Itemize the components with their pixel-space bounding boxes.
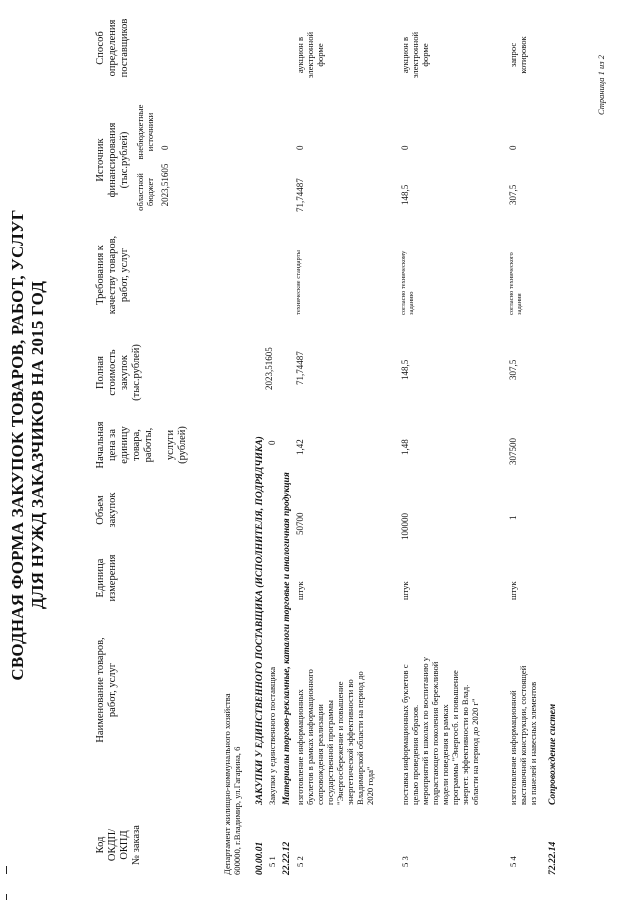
row-total: 148,5 [400,359,410,380]
row-number: 5 2 [295,856,305,867]
department-name: Департамент жилищно-коммунального хозяйства [222,693,232,875]
row-source-other: 0 [160,145,170,150]
row-total: 71,74487 [295,351,305,385]
title-line-2: ДЛЯ НУЖД ЗАКАЗЧИКОВ НА 2015 ГОД [28,280,47,610]
department-block [222,475,242,875]
row-name: изготовление информационной выставочной конструкции, состоящей из панелей и навесных элементов [508,665,538,805]
page-number: Страница 1 из 2 [596,55,606,115]
header-source-regional: областной бюджет [135,173,155,211]
row-source-other: 0 [400,145,410,150]
header-total: Полная стоимость закупок (тыс.рублей) [95,344,142,401]
row-number: 5 4 [508,856,518,867]
row-unit: штук [295,581,305,600]
row-unit: штук [400,581,410,600]
row-total: 2023,51605 [264,347,274,390]
row-source-regional: 2023,51605 [160,163,170,207]
document-title [8,135,48,755]
section-code: 22.22.12 [282,841,292,875]
header-method: Способ определения поставщиков [95,18,130,78]
header-volume: Объем закупок [95,492,118,528]
row-method: аукцион в электронной форме [400,31,430,79]
section-code: 72.22.14 [548,841,558,875]
section-title: ЗАКУПКИ У ЕДИНСТВЕННОГО ПОСТАВЩИКА (ИСПОЛНИТЕЛЯ, ПОДРЯДЧИКА) [255,436,265,805]
row-name: изготовление информационных буклетов в рамках информационного сопровождения реализации государственной программы "Энергосбережение и повышение энергетической эффективности во Владимирской области на период до 2020 года" [295,669,375,805]
row-price: 0 [267,440,277,445]
row-price: 1,48 [400,439,410,455]
section-title: Материалы торгово-рекламные, каталоги торговые и аналогичная продукция [282,472,292,805]
row-method: аукцион в электронной форме [295,31,325,79]
scan-mark [6,866,7,874]
row-method: запрос котировок [508,36,528,74]
row-source-regional: 71,74487 [295,178,305,212]
row-price: 1,42 [295,439,305,455]
row-requirements: согласно технического задания [508,252,523,315]
row-requirements: согласно техническому заданию [400,250,415,315]
header-source-other: внебюджетные источники [135,104,155,160]
section-title: Сопровождение систем [548,703,558,805]
row-source-other: 0 [295,145,305,150]
department-address: 600000, г.Владимир, ул.Гагарина, 6 [232,746,242,875]
row-source-regional: 148,5 [400,184,410,205]
header-price: Начальная цена за единицу товара, работы, услуги (рублей) [95,421,188,469]
header-requirements: Требования к качеству товаров, работ, услуг [95,235,130,315]
title-line-1: СВОДНАЯ ФОРМА ЗАКУПОК ТОВАРОВ, РАБОТ, УСЛУГ [8,209,27,681]
row-number: 5 3 [400,856,410,867]
row-volume: 100000 [400,513,410,540]
scan-mark [6,894,7,900]
row-source-regional: 307,5 [508,184,518,205]
section-code: 00.00.01 [255,841,265,875]
row-name: Закупки у единственного поставщика [267,666,277,805]
row-volume: 1 [508,515,518,520]
row-name: поставка информационных буклетов с целью проведения образов. мероприятий в школах по воспитанию у подрастающего поколения бережливой модели поведения в рамках программы "Энергосб. и повышение энергет. эффективности во Влад. области на период до 2020 г" [400,657,480,805]
header-code: Код ОКДП/ ОКПД № заказа [95,825,142,865]
header-name: Наименование товаров, работ, услуг [95,637,118,743]
header-source: Источник финансирования (тыс.рублей) [95,122,130,198]
row-source-other: 0 [508,145,518,150]
header-unit: Единица измерения [95,554,118,602]
row-volume: 50700 [295,512,305,535]
row-price: 307500 [508,438,518,465]
row-requirements: технические стандарты [295,250,302,315]
row-unit: штук [508,581,518,600]
row-total: 307,5 [508,359,518,380]
row-number: 5 1 [267,856,277,867]
